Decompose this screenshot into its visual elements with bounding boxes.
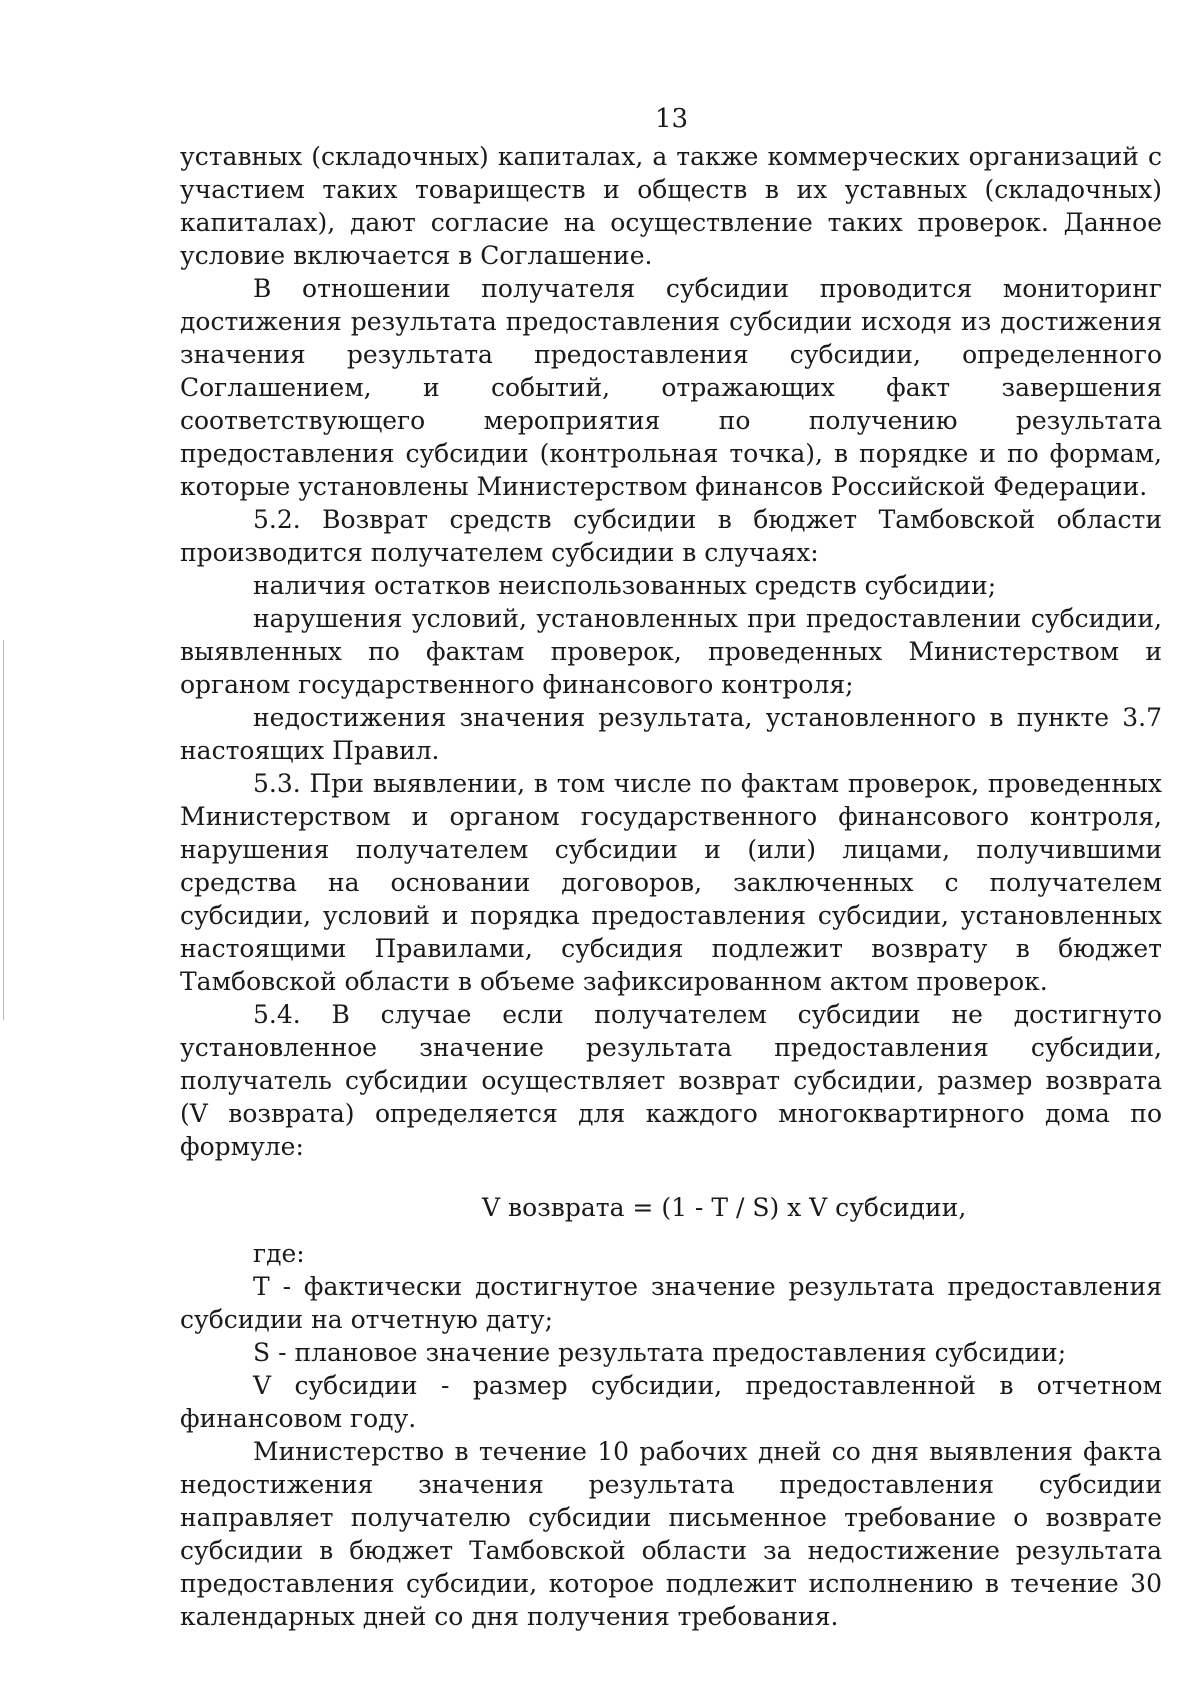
paragraph-def-v: V субсидии - размер субсидии, предоставленной в отчетном финансовом году. [180, 1371, 1162, 1433]
paragraph-clause-5-3: 5.3. При выявлении, в том числе по фактам проверок, проведенных Министерством и органом государственного финансового контроля, нарушения получателем субсидии и (или) лицами, получившими средства на основании договоров, заключенных с получателем субсидии, условий и порядка предоставления субсидии, установленных настоящими Правилами, субсидия подлежит возврату в бюджет Тамбовской области в объеме зафиксированном актом проверок. [180, 769, 1162, 996]
paragraph-def-s: S - плановое значение результата предоставления субсидии; [253, 1338, 1067, 1367]
paragraph-case-remainders: наличия остатков неиспользованных средств субсидии; [253, 571, 997, 600]
document-body [180, 140, 1162, 1633]
paragraph-ministry-requirement: Министерство в течение 10 рабочих дней со дня выявления факта недостижения значения результата предоставления субсидии направляет получателю субсидии письменное требование о возврате субсидии в бюджет Тамбовской области за недостижение результата предоставления субсидии, которое подлежит исполнению в течение 30 календарных дней со дня получения требования. [180, 1437, 1162, 1631]
paragraph-case-nonachievement: недостижения значения результата, установленного в пункте 3.7 настоящих Правил. [180, 703, 1162, 765]
paragraph-monitoring: В отношении получателя субсидии проводится мониторинг достижения результата предоставления субсидии исходя из достижения значения результата предоставления субсидии, определенного Соглашением, и событий, отражающих факт завершения соответствующего мероприятия по получению результата предоставления субсидии (контрольная точка), в порядке и по формам, которые установлены Министерством финансов Российской Федерации. [180, 274, 1162, 501]
paragraph-def-t: T - фактически достигнутое значение результата предоставления субсидии на отчетную дату; [180, 1272, 1162, 1334]
paragraph-clause-5-4: 5.4. В случае если получателем субсидии не достигнуто установленное значение результата предоставления субсидии, получатель субсидии осуществляет возврат субсидии, размер возврата (V возврата) определяется для каждого многоквартирного дома по формуле: [180, 1000, 1162, 1161]
formula-return: V возврата = (1 - T / S) x V субсидии, [482, 1193, 967, 1222]
paragraph-continuation: уставных (складочных) капиталах, а также коммерческих организаций с участием таких товариществ и обществ в их уставных (складочных) капиталах), дают согласие на осуществление таких проверок. Данное условие включается в Соглашение. [180, 142, 1162, 270]
scan-edge-line [3, 640, 4, 1020]
paragraph-clause-5-2: 5.2. Возврат средств субсидии в бюджет Тамбовской области производится получателем субсидии в случаях: [180, 505, 1162, 567]
page-number: 13 [654, 104, 689, 134]
paragraph-where: где: [253, 1239, 305, 1268]
paragraph-case-violations: нарушения условий, установленных при предоставлении субсидии, выявленных по фактам проверок, проведенных Министерством и органом государственного финансового контроля; [180, 604, 1162, 699]
